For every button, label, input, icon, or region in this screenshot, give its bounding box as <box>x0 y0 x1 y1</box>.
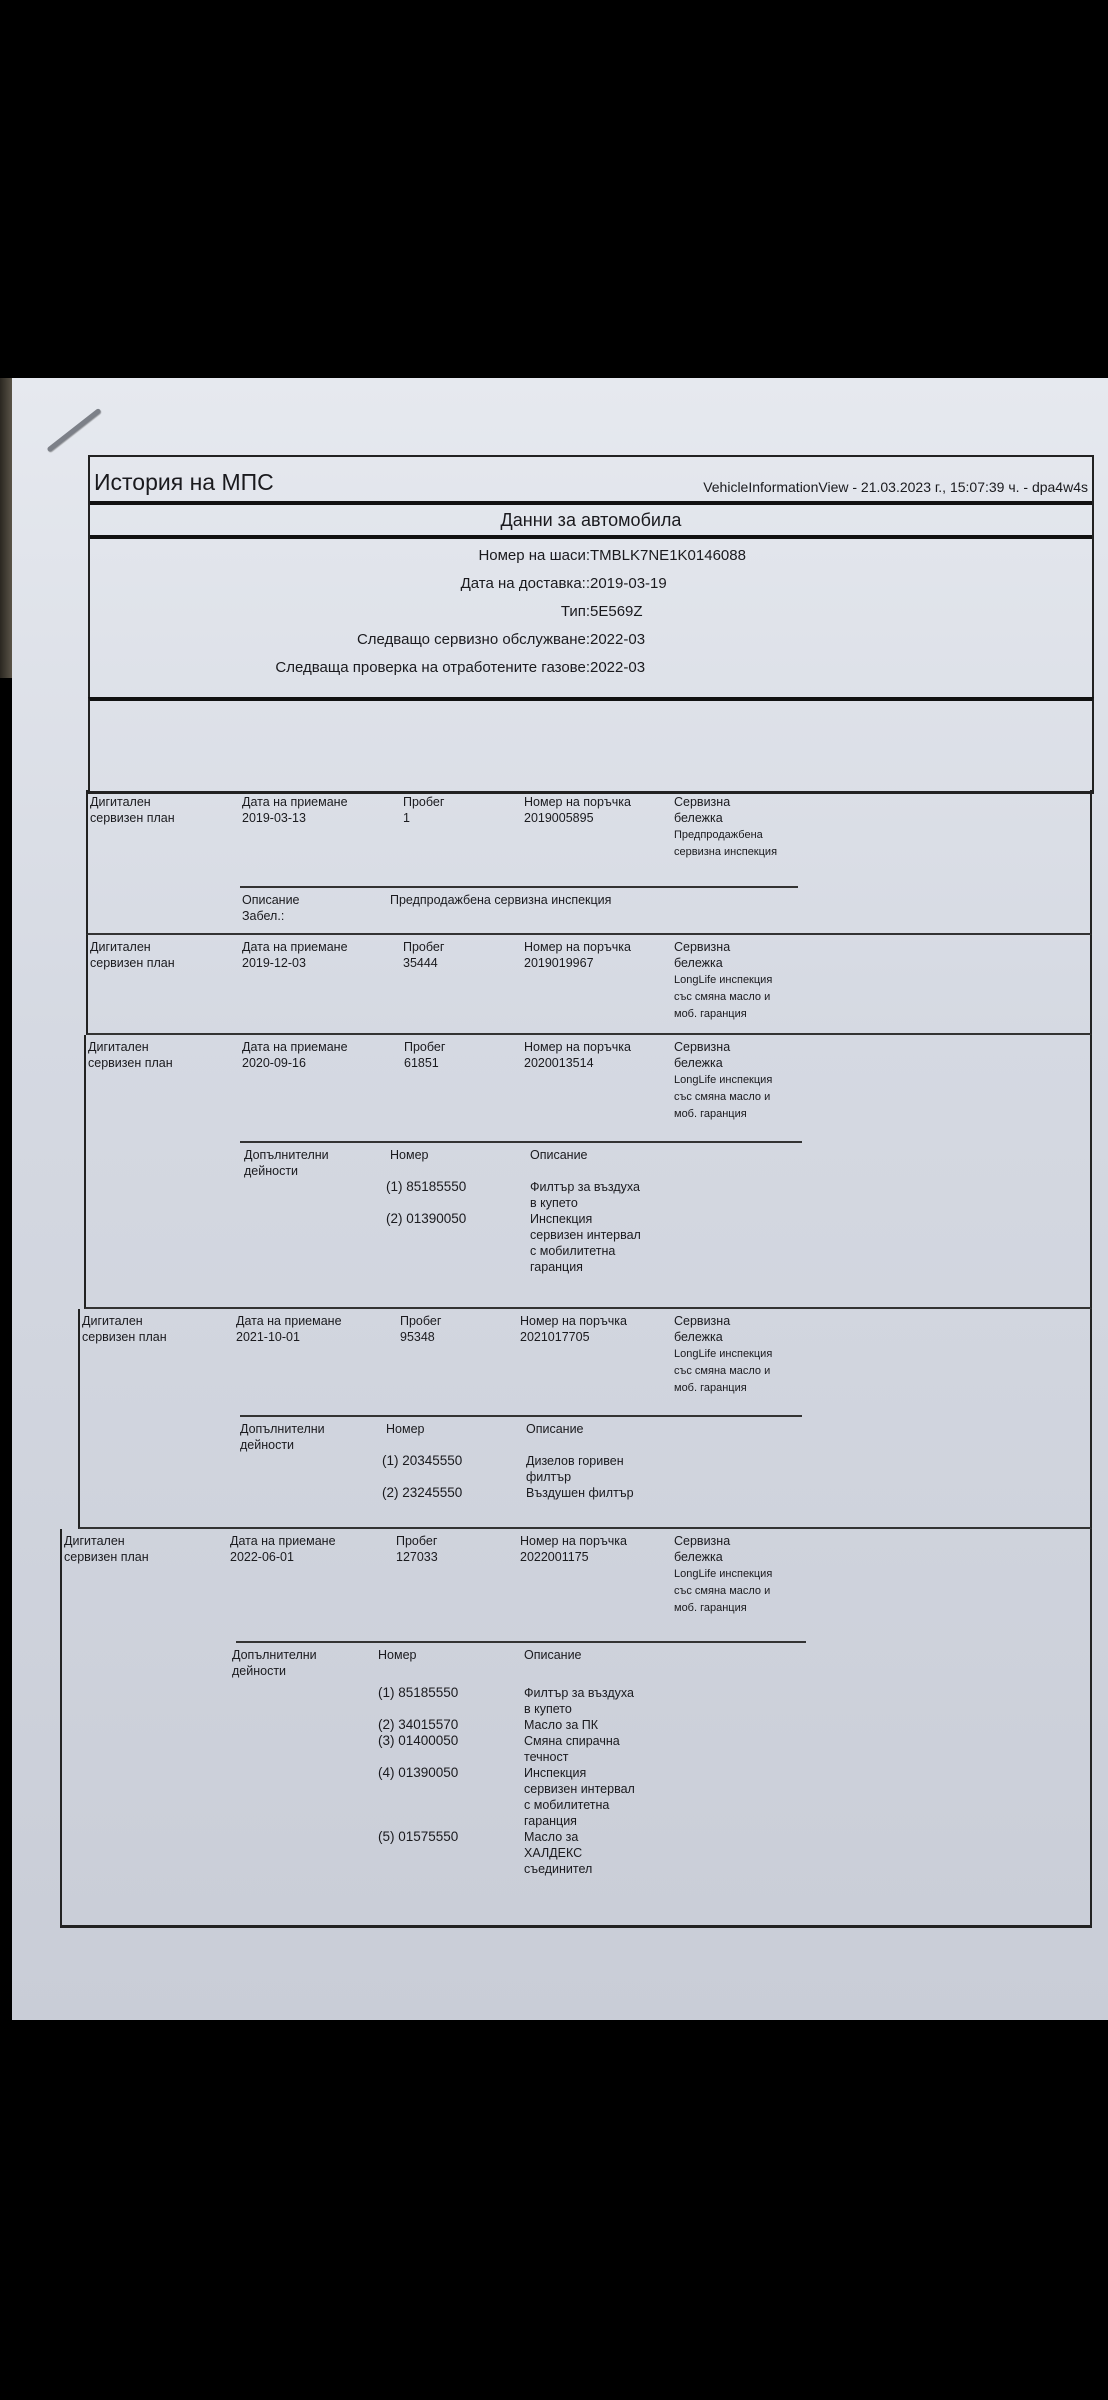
plan-label: Дигитален сервизен план <box>64 1534 149 1564</box>
field-label: Тип: <box>560 603 590 620</box>
date-field: Дата на приемане 2022-06-01 <box>230 1534 336 1564</box>
service-entry <box>60 1529 1092 1928</box>
extra-number: (1) 20345550 <box>382 1453 463 1468</box>
field-value: 2022-03 <box>590 659 646 676</box>
description-label: Описание Забел.: <box>242 893 300 923</box>
extra-description: Филтър за въздуха в купето <box>524 1686 634 1716</box>
blank-section <box>88 697 1094 794</box>
extra-number: (1) 85185550 <box>386 1179 467 1194</box>
vehicle-field-chassis <box>90 547 1092 573</box>
mileage-field: Пробег 95348 <box>400 1314 442 1344</box>
description-value: Предпродажбена сервизна инспекция <box>390 893 612 907</box>
extras-label: Допълнителни дейности <box>240 1422 325 1452</box>
service-entry <box>78 1309 1092 1529</box>
extras-label: Допълнителни дейности <box>232 1648 317 1678</box>
service-note: Сервизна бележка Предпродажбена сервизна инспекция <box>674 795 778 858</box>
field-label: Следващо сервизно обслужване: <box>356 631 590 648</box>
description-header: Описание <box>524 1648 582 1662</box>
order-field: Номер на поръчка 2019019967 <box>524 940 631 970</box>
date-field: Дата на приемане 2020-09-16 <box>242 1040 348 1070</box>
extra-number: (1) 85185550 <box>378 1685 459 1700</box>
number-header: Номер <box>386 1422 425 1436</box>
plan-label: Дигитален сервизен план <box>90 940 175 970</box>
mileage-field: Пробег 1 <box>403 795 445 825</box>
document-meta: VehicleInformationView - 21.03.2023 г., 15:07:39 ч. - dpa4w4s <box>703 479 1088 495</box>
service-entry <box>86 790 1092 935</box>
plan-label: Дигитален сервизен план <box>90 795 175 825</box>
extra-description: Дизелов горивен филтър <box>526 1454 624 1484</box>
service-note: Сервизна бележка LongLife инспекция със смяна масло и моб. гаранция <box>674 1534 773 1614</box>
divider <box>240 886 798 888</box>
document-header <box>90 457 1092 505</box>
vehicle-field-next-service <box>90 631 1092 657</box>
extra-number: (2) 01390050 <box>386 1211 467 1226</box>
extra-description: Масло за ХАЛДЕКС съединител <box>524 1830 593 1876</box>
divider <box>240 1141 802 1143</box>
date-field: Дата на приемане 2019-03-13 <box>242 795 348 825</box>
extra-number: (5) 01575550 <box>378 1829 459 1844</box>
vehicle-field-delivery <box>90 575 1092 601</box>
order-field: Номер на поръчка 2022001175 <box>520 1534 627 1564</box>
section-title: Данни за автомобила <box>90 505 1092 539</box>
description-header: Описание <box>530 1148 588 1162</box>
field-label: Дата на доставка:: <box>460 575 590 592</box>
number-header: Номер <box>390 1148 429 1162</box>
field-label: Номер на шаси: <box>478 547 590 564</box>
extra-description: Инспекция сервизен интервал с мобилитетна гаранция <box>530 1212 641 1274</box>
extra-number: (2) 23245550 <box>382 1485 463 1500</box>
service-entry <box>84 1035 1092 1309</box>
mileage-field: Пробег 127033 <box>396 1534 438 1564</box>
order-field: Номер на поръчка 2020013514 <box>524 1040 631 1070</box>
vehicle-field-type <box>90 603 1092 629</box>
field-value: TMBLK7NE1K0146088 <box>590 547 746 564</box>
extra-description: Инспекция сервизен интервал с мобилитетна гаранция <box>524 1766 635 1828</box>
extras-label: Допълнителни дейности <box>244 1148 329 1178</box>
extra-description: Въздушен филтър <box>526 1486 634 1500</box>
document-title: История на МПС <box>94 469 274 495</box>
divider <box>240 1415 802 1417</box>
extra-number: (2) 34015570 <box>378 1717 459 1732</box>
divider <box>236 1641 806 1643</box>
vehicle-header-frame <box>88 455 1094 701</box>
vehicle-field-emissions <box>90 659 1092 685</box>
mileage-field: Пробег 61851 <box>404 1040 446 1070</box>
background-edge <box>0 378 12 678</box>
date-field: Дата на приемане 2021-10-01 <box>236 1314 342 1344</box>
plan-label: Дигитален сервизен план <box>88 1040 173 1070</box>
field-value: 2019-03-19 <box>590 575 667 592</box>
service-note: Сервизна бележка LongLife инспекция със смяна масло и моб. гаранция <box>674 1314 773 1394</box>
order-field: Номер на поръчка 2019005895 <box>524 795 631 825</box>
service-note: Сервизна бележка LongLife инспекция със смяна масло и моб. гаранция <box>674 1040 773 1120</box>
extra-description: Смяна спирачна течност <box>524 1734 620 1764</box>
extra-description: Филтър за въздуха в купето <box>530 1180 640 1210</box>
mileage-field: Пробег 35444 <box>403 940 445 970</box>
field-label: Следваща проверка на отработените газове: <box>275 659 590 676</box>
order-field: Номер на поръчка 2021017705 <box>520 1314 627 1344</box>
date-field: Дата на приемане 2019-12-03 <box>242 940 348 970</box>
extra-number: (4) 01390050 <box>378 1765 459 1780</box>
service-note: Сервизна бележка LongLife инспекция със смяна масло и моб. гаранция <box>674 940 773 1020</box>
description-header: Описание <box>526 1422 584 1436</box>
plan-label: Дигитален сервизен план <box>82 1314 167 1344</box>
field-value: 5E569Z <box>590 603 643 620</box>
extra-description: Масло за ПК <box>524 1718 599 1732</box>
field-value: 2022-03 <box>590 631 646 648</box>
service-entry <box>86 935 1092 1035</box>
extra-number: (3) 01400050 <box>378 1733 459 1748</box>
number-header: Номер <box>378 1648 417 1662</box>
